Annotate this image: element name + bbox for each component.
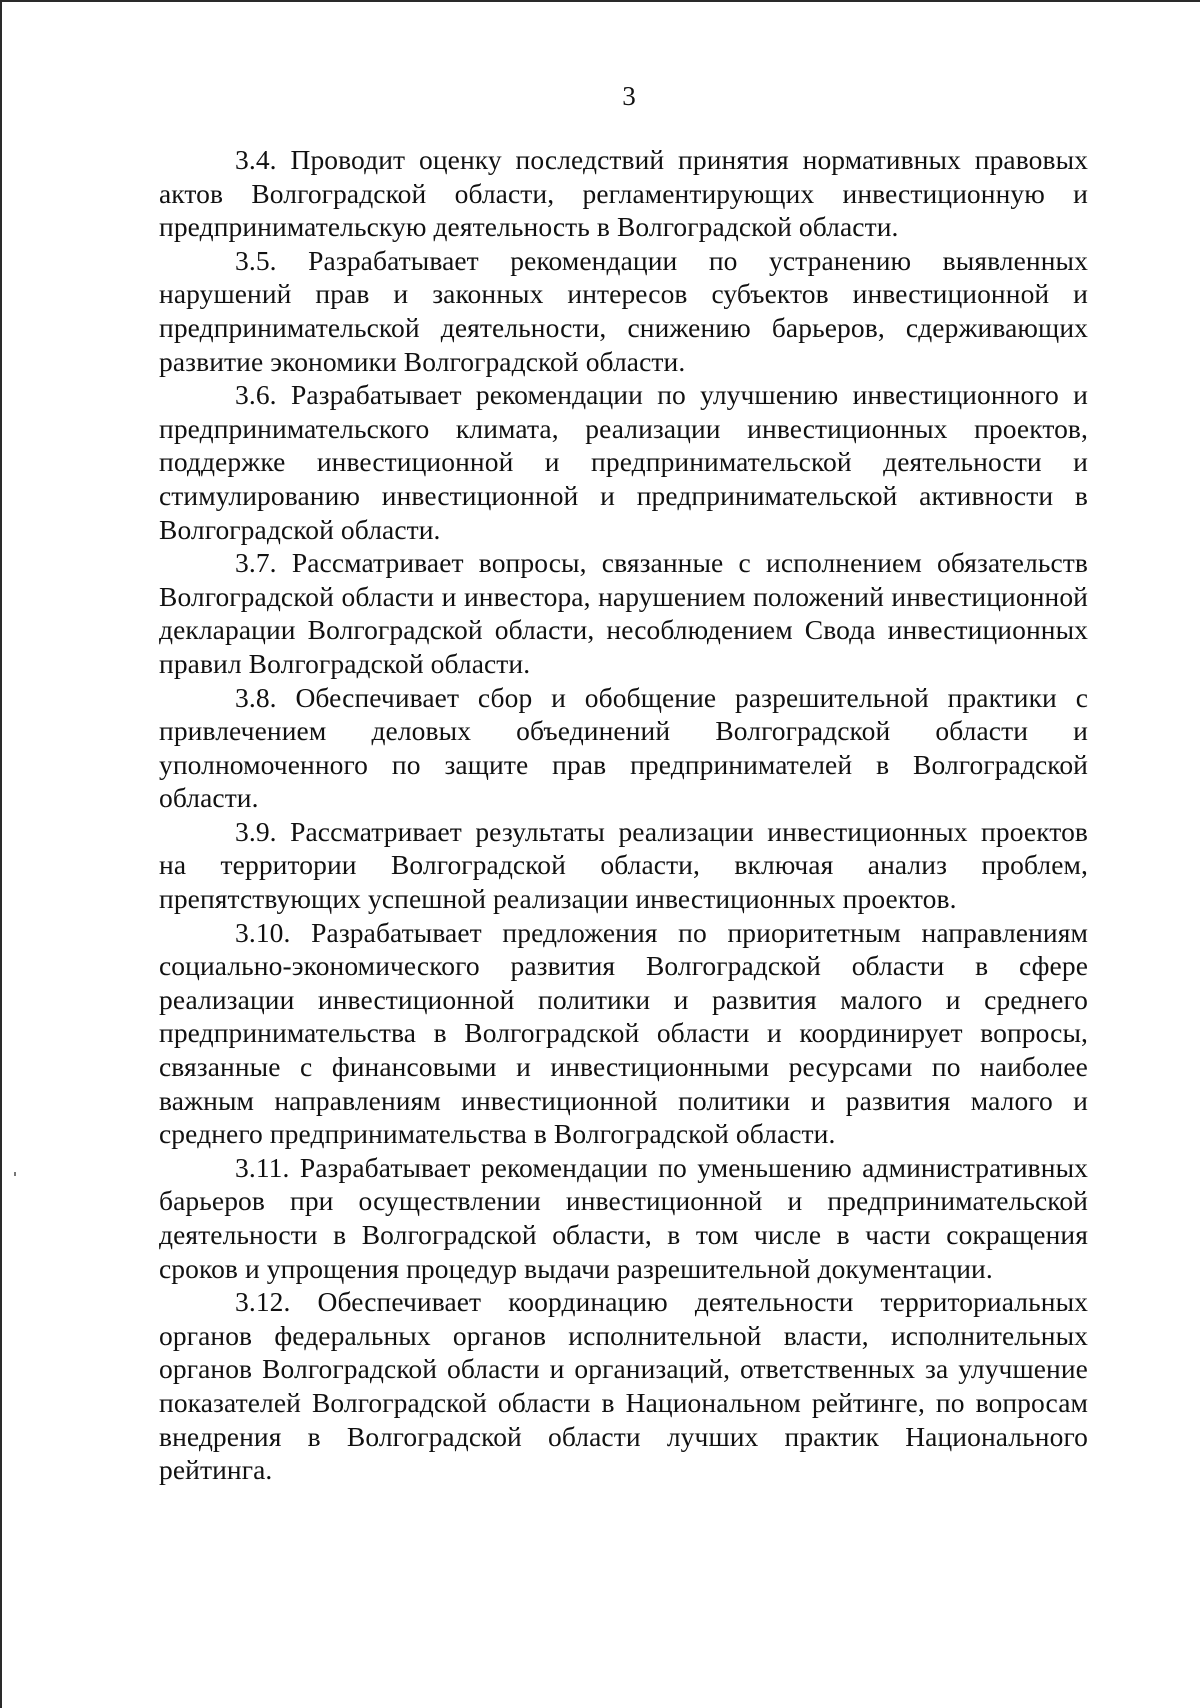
scan-edge-top	[0, 0, 1200, 2]
document-body	[159, 143, 1088, 1487]
margin-mark	[14, 1172, 16, 1176]
scan-edge-left	[0, 0, 2, 1708]
paragraph-3-5: 3.5. Разрабатывает рекомендации по устранению выявленных нарушений прав и законных интересов субъектов инвестиционной и предпринимательской деятельности, снижению барьеров, сдерживающих развитие экономики Волгоградской области.	[159, 244, 1088, 377]
paragraph-3-11: 3.11. Разрабатывает рекомендации по уменьшению административных барьеров при осуществлении инвестиционной и предпринимательской деятельности в Волгоградской области, в том числе в части сокращения сроков и упрощения процедур выдачи разрешительной документации.	[159, 1151, 1088, 1284]
paragraph-3-8: 3.8. Обеспечивает сбор и обобщение разрешительной практики с привлечением деловых объединений Волгоградской области и уполномоченного по защите прав предпринимателей в Волгоградской области.	[159, 681, 1088, 814]
paragraph-3-7: 3.7. Рассматривает вопросы, связанные с исполнением обязательств Волгоградской области и инвестора, нарушением положений инвестиционной декларации Волгоградской области, несоблюдением Свода инвестиционных правил Волгоградской области.	[159, 547, 1088, 679]
paragraph-3-4: 3.4. Проводит оценку последствий принятия нормативных правовых актов Волгоградской области, регламентирующих инвестиционную и предпринимательскую деятельность в Волгоградской области.	[159, 144, 1088, 243]
paragraph-3-9: 3.9. Рассматривает результаты реализации инвестиционных проектов на территории Волгоградской области, включая анализ проблем, препятствующих успешной реализации инвестиционных проектов.	[159, 815, 1088, 915]
paragraph-3-10: 3.10. Разрабатывает предложения по приоритетным направлениям социально-экономического развития Волгоградской области в сфере реализации инвестиционной политики и развития малого и среднего предпринимательства в Волгоградской области и координирует вопросы, связанные с финансовыми и инвестиционными ресурсами по наиболее важным направлениям инвестиционной политики и развития малого и среднего предпринимательства в Волгоградской области.	[159, 916, 1088, 1150]
paragraph-3-12: 3.12. Обеспечивает координацию деятельности территориальных органов федеральных органов исполнительной власти, исполнительных органов Волгоградской области и организаций, ответственных за улучшение показателей Волгоградской области в Национальном рейтинге, по вопросам внедрения в Волгоградской области лучших практик Национального рейтинга.	[159, 1286, 1088, 1486]
paragraph-3-6: 3.6. Разрабатывает рекомендации по улучшению инвестиционного и предпринимательского климата, реализации инвестиционных проектов, поддержке инвестиционной и предпринимательской деятельности и стимулированию инвестиционной и предпринимательской активности в Волгоградской области.	[159, 379, 1088, 545]
page-number: 3	[622, 81, 636, 111]
